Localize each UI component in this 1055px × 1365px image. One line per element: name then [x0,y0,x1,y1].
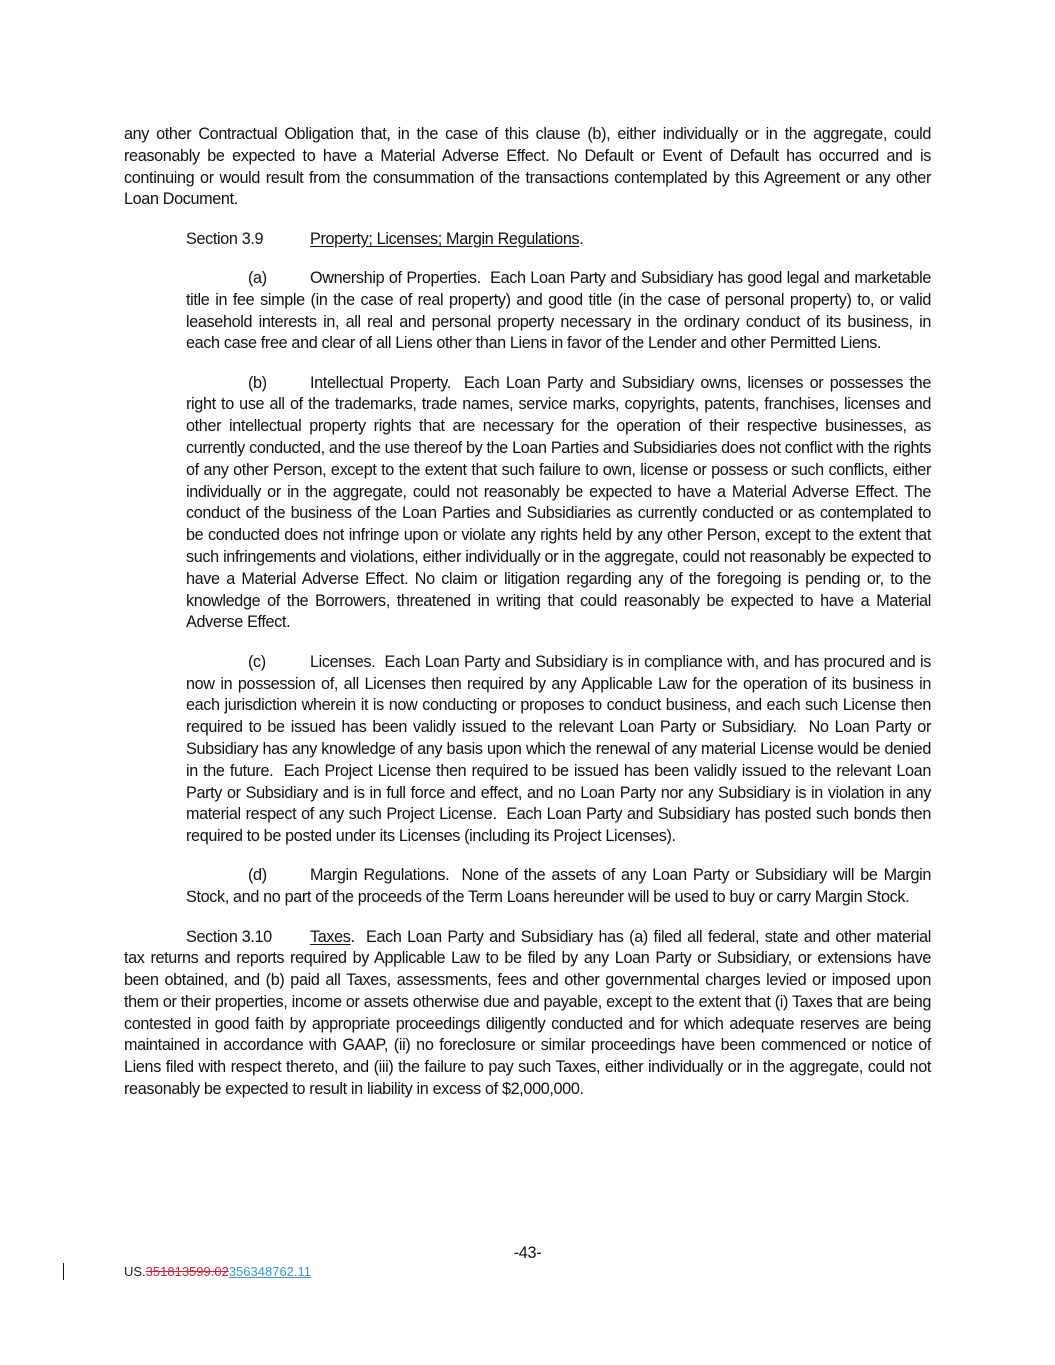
clause-d [186,865,936,909]
clause-heading: Margin Regulations. [310,866,450,885]
clause-label: (c) [248,652,266,671]
continuation-paragraph: any other Contractual Obligation that, in the case of this clause (b), either individually or in the aggregate, could reasonably be expected to have a Material Adverse Effect. No Default or Event of Default has occurred and is continuing or would result from the consummation of the transactions contemplated by this Agreement or any other Loan Document. [124,125,931,209]
clause-heading: Intellectual Property. [310,373,451,392]
document-id [124,1264,311,1279]
section-label: Section 3.9 [186,229,264,248]
section-text: . Each Loan Party and Subsidiary has (a) filed all federal, state and other material tax returns and reports required by Applicable Law to be filed by any Loan Party or Subsidiary, or extensions have been obtained, and (b) paid all Taxes, assessments, fees and other governmental charges levied or imposed upon them or their properties, income or assets otherwise due and payable, except to the extent that (i) Taxes that are being contested in good faith by appropriate proceedings diligently conducted and for which adequate reserves are being maintained in accordance with GAAP, (ii) no foreclosure or similar proceedings have been commenced or notice of Liens filed with respect thereto, and (iii) the failure to pay such Taxes, either individually or in the aggregate, could not reasonably be expected to result in liability in excess of $2,000,000. [124,927,936,1099]
clause-label: (a) [248,268,267,287]
clause-text: None of the assets of any Loan Party or Subsidiary will be Margin Stock, and no part of the proceeds of the Term Loans hereunder will be used to buy or carry Margin Stock. [186,866,936,907]
clause-text: Each Loan Party and Subsidiary owns, licenses or possesses the right to use all of the trademarks, trade names, service marks, copyrights, patents, franchises, licenses and other intellectual property rights that are necessary for the operation of their respective businesses, as currently conducted, and the use thereof by the Loan Parties and Subsidiaries does not conflict with the rights of any other Person, except to the extent that such failure to own, license or possess or such conflicts, either individually or in the aggregate, could not reasonably be expected to have a Material Adverse Effect. The conduct of the business of the Loan Parties and Subsidiaries as currently conducted or as contemplated to be conducted does not infringe upon or violate any rights held by any other Person, except to the extent that such infringements and violations, either individually or in the aggregate, could not reasonably be expected to have a Material Adverse Effect. No claim or litigation regarding any of the foregoing is pending or, to the knowledge of the Borrowers, threatened in writing that could reasonably be expected to have a Material Adverse Effect. [186,373,936,632]
page-number: -43- [513,1244,542,1262]
section-title: Property; Licenses; Margin Regulations [310,229,580,248]
clause-b [186,373,936,635]
document-page [124,124,936,1101]
clause-heading: Licenses. [310,652,376,671]
section-3-10 [124,927,936,1101]
doc-id-deleted: 351813599.02 [145,1264,229,1279]
doc-id-prefix: US. [124,1264,146,1279]
clause-text: Each Loan Party and Subsidiary has good legal and marketable title in fee simple (in the case of real property) and good title (in the case of personal property) to, or valid leasehold interests in, all real and personal property necessary in the ordinary conduct of its business, in each case free and clear of all Liens other than Liens in favor of the Lender and other Permitted Liens. [186,268,936,353]
clause-a [186,268,936,355]
clause-label: (d) [248,866,267,885]
section-title: Taxes [310,927,351,946]
clause-c [186,652,936,848]
clause-heading: Ownership of Properties. [310,268,481,287]
clause-text: Each Loan Party and Subsidiary is in compliance with, and has procured and is now in possession of, all Licenses then required by any Applicable Law for the operation of its business in each jurisdiction wherein it is now conducting or proposes to conduct business, and each such License then required to be issued has been validly issued to the relevant Loan Party or Subsidiary. No Loan Party or Subsidiary has any knowledge of any basis upon which the renewal of any material License would be denied in the future. Each Project License then required to be issued has been validly issued to the relevant Loan Party or Subsidiary and is in full force and effect, and no Loan Party nor any Subsidiary is in violation in any material respect of any such Project License. Each Loan Party and Subsidiary has posted such bonds then required to be posted under its Licenses (including its Project Licenses). [186,652,936,846]
section-label: Section 3.10 [186,927,272,946]
section-3-9-heading [186,229,931,251]
change-bar [63,1263,64,1280]
doc-id-inserted: 356348762.11 [228,1264,312,1279]
section-title-punct: . [579,229,584,248]
clause-label: (b) [248,373,267,392]
